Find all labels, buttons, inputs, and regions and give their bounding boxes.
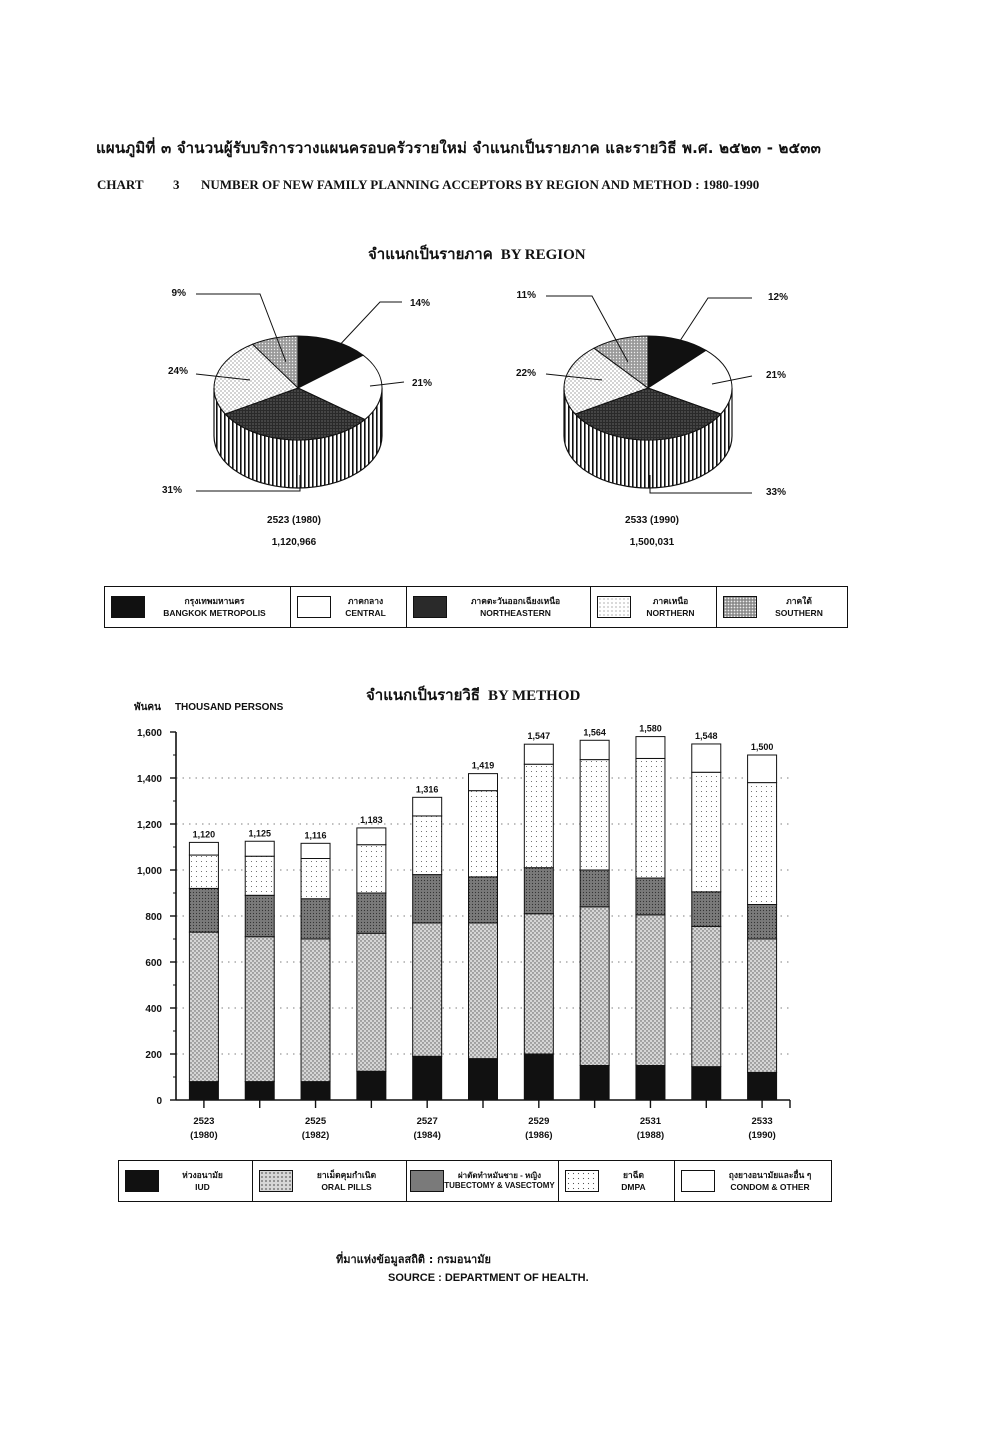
bar-segment-dmpa <box>748 783 777 905</box>
bar-total-label: 1,580 <box>639 723 662 734</box>
pie-caption-1990 <box>552 510 752 554</box>
legend-label-english: BANGKOK METROPOLIS <box>163 608 266 618</box>
legend-swatch <box>111 596 145 618</box>
bar-segment-iud <box>524 1054 553 1100</box>
legend-label-thai: ห่วงอนามัย <box>182 1170 223 1180</box>
pie-year-label: 2533 (1990) <box>625 515 679 526</box>
bar-segment-oral_pills <box>245 937 274 1082</box>
bar-segment-sterilization <box>748 905 777 940</box>
pie-percent-label-central: 21% <box>766 370 787 381</box>
bar-segment-oral_pills <box>413 923 442 1056</box>
bar-total-label: 1,316 <box>415 784 439 795</box>
legend-swatch <box>597 596 631 618</box>
legend-label-english: NORTHERN <box>646 608 695 618</box>
bar-segment-dmpa <box>692 772 721 892</box>
pie-percent-label-northeastern: 31% <box>161 485 182 496</box>
method-title-thai: จำแนกเป็นรายวิธี <box>366 686 480 704</box>
x-tick-label-western-year: (1982) <box>301 1130 330 1141</box>
x-tick-label-thai-year: 2525 <box>304 1116 327 1127</box>
legend-label-thai: ภาคเหนือ <box>652 596 689 606</box>
bar-stack-2525 <box>301 830 330 1100</box>
bar-segment-sterilization <box>245 895 274 936</box>
legend-swatch <box>723 596 757 618</box>
bar-segment-sterilization <box>580 870 609 907</box>
legend-item-northeastern <box>407 587 591 627</box>
y-tick-label: 1,000 <box>136 866 162 877</box>
bar-segment-dmpa <box>245 856 274 895</box>
bar-segment-dmpa <box>524 764 553 868</box>
pie-percent-label-central: 21% <box>412 378 433 389</box>
bar-segment-iud <box>357 1071 386 1100</box>
region-legend <box>104 586 848 628</box>
x-tick-label-thai-year: 2529 <box>528 1116 550 1127</box>
legend-label-english: CONDOM & OTHER <box>730 1182 810 1192</box>
legend-label-thai: กรุงเทพมหานคร <box>184 596 245 606</box>
legend-swatch <box>297 596 331 618</box>
bar-segment-oral_pills <box>469 923 498 1059</box>
bar-segment-iud <box>245 1082 274 1100</box>
bar-segment-condom_other <box>580 740 609 759</box>
pie-caption-1980 <box>194 510 394 554</box>
bar-segment-condom_other <box>301 843 330 858</box>
source-thai: ที่มาแห่งข้อมูลสถิติ : กรมอนามัย <box>336 1253 491 1266</box>
y-axis-label-thai: พันคน <box>134 702 161 713</box>
bar-total-label: 1,120 <box>192 829 216 840</box>
legend-item-oral-pills <box>253 1161 407 1201</box>
bar-segment-oral_pills <box>301 939 330 1082</box>
x-tick-label-thai-year: 2533 <box>751 1116 773 1127</box>
bar-stack-2524 <box>245 828 274 1100</box>
pie-percent-label-bangkok: 12% <box>768 292 789 303</box>
bar-segment-iud <box>748 1072 777 1100</box>
legend-label-thai: ผ่าตัดทำหมันชาย - หญิง <box>457 1171 542 1180</box>
pie-percent-label-northeastern: 33% <box>766 487 787 498</box>
chart-title-thai: แผนภูมิที่ ๓ จำนวนผู้รับบริการวางแผนครอบครัวรายใหม่ จำแนกเป็นรายภาค และรายวิธี พ.ศ. ๒๕๒๓ - ๒๕๓๓ <box>96 139 822 157</box>
bar-segment-condom_other <box>413 797 442 816</box>
region-section-title <box>368 242 586 266</box>
legend-swatch <box>565 1170 599 1192</box>
method-bar-chart <box>0 720 990 1160</box>
legend-swatch <box>410 1170 444 1192</box>
method-title-english: BY METHOD <box>487 688 581 704</box>
bar-segment-condom_other <box>524 744 553 764</box>
bar-total-label: 1,116 <box>304 830 327 841</box>
bar-segment-condom_other <box>245 841 274 856</box>
y-tick-label: 800 <box>145 912 162 923</box>
legend-label-thai: ภาคใต้ <box>786 596 812 606</box>
pie-percent-label-northern: 22% <box>515 368 536 379</box>
legend-item-southern <box>717 587 847 627</box>
bar-segment-condom_other <box>692 744 721 772</box>
pie-percent-label-southern: 11% <box>516 290 536 301</box>
y-tick-label: 0 <box>156 1096 162 1107</box>
bar-stack-2532 <box>692 731 721 1100</box>
bar-stack-2530 <box>580 727 609 1100</box>
bar-segment-condom_other <box>636 737 665 759</box>
bar-segment-dmpa <box>413 816 442 875</box>
bar-segment-condom_other <box>469 774 498 791</box>
legend-item-condom-other <box>675 1161 831 1201</box>
method-section-title <box>366 683 580 707</box>
bar-segment-sterilization <box>524 868 553 914</box>
bar-stack-2528 <box>469 761 498 1100</box>
chart-number: 3 <box>173 177 180 192</box>
pie-percent-label-northern: 24% <box>167 366 188 377</box>
legend-label-english: CENTRAL <box>345 608 386 618</box>
chart-title-text: NUMBER OF NEW FAMILY PLANNING ACCEPTORS BY REGION AND METHOD : 1980-1990 <box>201 177 760 192</box>
chart-label: CHART <box>97 177 144 192</box>
bar-segment-oral_pills <box>357 933 386 1071</box>
bar-stack-2529 <box>524 731 553 1100</box>
bar-segment-sterilization <box>469 877 498 923</box>
bar-segment-dmpa <box>301 859 330 899</box>
region-title-thai: จำแนกเป็นรายภาค <box>368 245 493 263</box>
legend-item-bangkok <box>105 587 291 627</box>
legend-label-english: IUD <box>195 1182 210 1192</box>
pie-percent-label-bangkok: 14% <box>410 298 431 309</box>
x-tick-label-western-year: (1986) <box>525 1130 553 1141</box>
region-pie-charts <box>0 270 990 510</box>
bar-segment-dmpa <box>469 791 498 877</box>
source-english: SOURCE : DEPARTMENT OF HEALTH. <box>388 1272 589 1284</box>
region-pie-1 <box>516 290 788 498</box>
y-tick-label: 1,600 <box>136 728 162 739</box>
bar-total-label: 1,419 <box>471 760 495 771</box>
pie-year-label: 2523 (1980) <box>267 515 321 526</box>
legend-label-english: DMPA <box>621 1182 646 1192</box>
legend-label-thai: ภาคกลาง <box>347 596 384 606</box>
bar-total-label: 1,548 <box>695 730 718 741</box>
legend-label-thai: ถุงยางอนามัยและอื่น ๆ <box>728 1170 812 1180</box>
bar-segment-oral_pills <box>692 926 721 1066</box>
bar-stack-2526 <box>357 815 386 1100</box>
bar-segment-oral_pills <box>524 914 553 1054</box>
legend-label-thai: ยาฉีด <box>622 1170 645 1180</box>
legend-label-english: ORAL PILLS <box>321 1182 372 1192</box>
legend-label-thai: ยาเม็ดคุมกำเนิด <box>316 1170 377 1180</box>
bar-stack-2527 <box>413 784 442 1100</box>
y-tick-label: 1,200 <box>136 820 162 831</box>
bar-stack-2523 <box>189 829 218 1100</box>
pie-total-label: 1,120,966 <box>271 537 317 548</box>
legend-swatch <box>259 1170 293 1192</box>
legend-label-english: TUBECTOMY & VASECTOMY <box>444 1181 555 1190</box>
y-tick-label: 400 <box>145 1004 162 1015</box>
x-tick-label-thai-year: 2523 <box>193 1116 215 1127</box>
bar-segment-condom_other <box>357 828 386 845</box>
bar-segment-dmpa <box>189 855 218 888</box>
y-axis-label <box>134 700 283 715</box>
y-tick-label: 600 <box>145 958 162 969</box>
bar-segment-oral_pills <box>748 939 777 1072</box>
legend-item-central <box>291 587 407 627</box>
legend-label-thai: ภาคตะวันออกเฉียงเหนือ <box>470 596 561 606</box>
bar-segment-sterilization <box>357 893 386 933</box>
y-tick-label: 200 <box>145 1050 162 1061</box>
bar-segment-dmpa <box>636 758 665 878</box>
y-axis-label-english: THOUSAND PERSONS <box>174 702 284 713</box>
bar-segment-condom_other <box>748 755 777 783</box>
bar-total-label: 1,125 <box>248 828 271 839</box>
bar-segment-oral_pills <box>189 932 218 1082</box>
bar-segment-sterilization <box>189 888 218 932</box>
bar-segment-condom_other <box>189 842 218 855</box>
bar-segment-iud <box>469 1059 498 1100</box>
legend-swatch <box>413 596 447 618</box>
x-tick-label-western-year: (1990) <box>748 1130 776 1141</box>
bar-segment-oral_pills <box>580 907 609 1066</box>
bar-segment-iud <box>692 1067 721 1100</box>
legend-label-english: NORTHEASTERN <box>480 608 551 618</box>
bar-segment-dmpa <box>357 845 386 893</box>
legend-item-dmpa <box>559 1161 675 1201</box>
x-tick-label-western-year: (1988) <box>636 1130 665 1141</box>
x-tick-label-western-year: (1980) <box>190 1130 218 1141</box>
x-tick-label-western-year: (1984) <box>413 1130 441 1141</box>
legend-swatch <box>125 1170 159 1192</box>
bar-segment-sterilization <box>413 875 442 923</box>
x-tick-label-thai-year: 2531 <box>639 1116 662 1127</box>
bar-segment-sterilization <box>692 892 721 927</box>
bar-segment-iud <box>636 1066 665 1101</box>
y-tick-label: 1,400 <box>136 774 162 785</box>
bar-stack-2531 <box>636 724 665 1100</box>
legend-label-english: SOUTHERN <box>775 608 823 618</box>
bar-segment-oral_pills <box>636 915 665 1066</box>
legend-item-northern <box>591 587 717 627</box>
bar-segment-iud <box>580 1066 609 1101</box>
method-legend <box>118 1160 832 1202</box>
legend-swatch <box>681 1170 715 1192</box>
bar-total-label: 1,564 <box>583 727 606 738</box>
bar-segment-sterilization <box>301 899 330 939</box>
legend-item-iud <box>119 1161 253 1201</box>
chart-title-english <box>97 177 759 193</box>
x-tick-label-thai-year: 2527 <box>416 1116 438 1127</box>
bar-stack-2533 <box>748 742 777 1100</box>
bar-segment-iud <box>189 1082 218 1100</box>
bar-segment-dmpa <box>580 760 609 870</box>
bar-segment-iud <box>301 1082 330 1100</box>
legend-item-sterilization <box>407 1161 559 1201</box>
bar-total-label: 1,547 <box>527 731 551 742</box>
bar-total-label: 1,500 <box>750 742 774 752</box>
pie-percent-label-southern: 9% <box>171 288 186 299</box>
bar-segment-iud <box>413 1056 442 1100</box>
pie-total-label: 1,500,031 <box>629 537 675 548</box>
bar-segment-sterilization <box>636 878 665 915</box>
region-title-english: BY REGION <box>500 247 586 263</box>
region-pie-0 <box>162 288 432 496</box>
bar-total-label: 1,183 <box>360 814 383 825</box>
pie-leader-line <box>335 302 402 350</box>
